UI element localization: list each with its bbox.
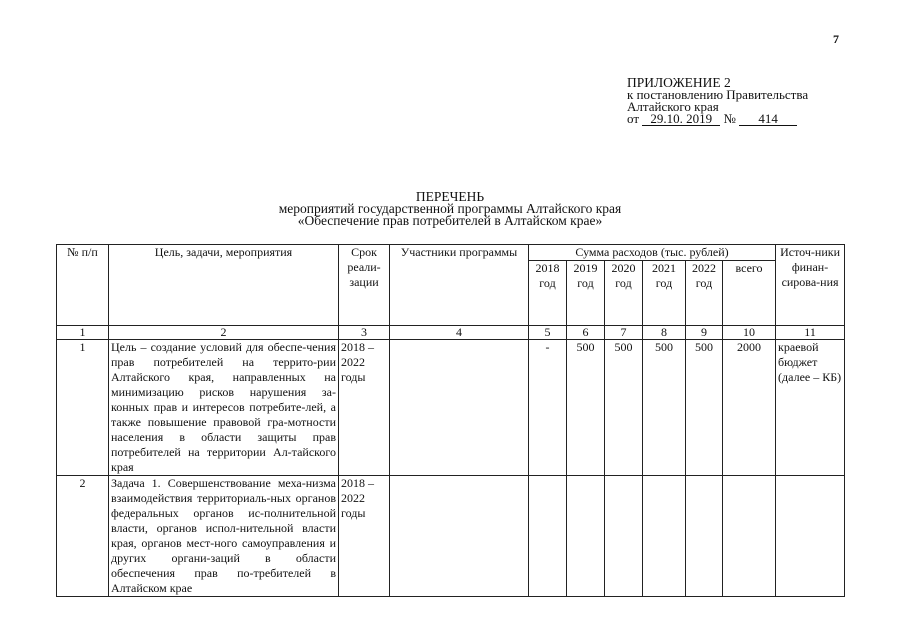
- header-term: Срок реали-зации: [339, 245, 390, 326]
- header-num: № п/п: [57, 245, 109, 326]
- table-row: [57, 340, 845, 476]
- row-2022: [686, 476, 723, 597]
- row-num: 1: [57, 340, 109, 476]
- appendix-date-line: [627, 113, 808, 126]
- row-source: краевой бюджет (далее – КБ): [776, 340, 845, 476]
- decree-date: 29.10. 2019: [642, 113, 720, 126]
- appendix-block: [627, 77, 808, 126]
- header-2018: 2018 год: [529, 261, 567, 326]
- column-number: 9: [686, 326, 723, 340]
- row-2021: 500: [643, 340, 686, 476]
- row-goal: Задача 1. Совершенствование меха-низма взаимодействия территориаль-ных органов федеральных органов ис-полнительной власти, органов испол-нительной власти края, органов мест-ного самоуправления и других органи-заций в области обеспечения прав по-требителей в Алтайском крае: [109, 476, 339, 597]
- header-participants: Участники программы: [390, 245, 529, 326]
- column-number: 7: [605, 326, 643, 340]
- column-number: 8: [643, 326, 686, 340]
- column-number: 4: [390, 326, 529, 340]
- row-2019: 500: [567, 340, 605, 476]
- heading-subtitle: мероприятий государственной программы Алтайского края: [278, 201, 622, 216]
- header-2022: 2022 год: [686, 261, 723, 326]
- column-numbers-row: [57, 326, 845, 340]
- row-source: [776, 476, 845, 597]
- row-2021: [643, 476, 686, 597]
- column-number: 1: [57, 326, 109, 340]
- measures-table: [56, 244, 845, 597]
- column-number: 10: [723, 326, 776, 340]
- column-number: 11: [776, 326, 845, 340]
- header-goal: Цель, задачи, мероприятия: [109, 245, 339, 326]
- row-num: 2: [57, 476, 109, 597]
- decree-number: 414: [739, 113, 797, 126]
- row-2018: [529, 476, 567, 597]
- document-heading: [200, 191, 700, 227]
- page-number: 7: [833, 32, 839, 46]
- column-number: 5: [529, 326, 567, 340]
- row-2019: [567, 476, 605, 597]
- appendix-line-2: к постановлению Правительства: [627, 87, 809, 102]
- header-2021: 2021 год: [643, 261, 686, 326]
- row-total: [723, 476, 776, 597]
- from-label: от: [627, 111, 640, 126]
- column-number: 2: [109, 326, 339, 340]
- row-total: 2000: [723, 340, 776, 476]
- row-2020: 500: [605, 340, 643, 476]
- header-source: Источ-ники финан-сирова-ния: [776, 245, 845, 326]
- row-term: 2018 – 2022 годы: [339, 476, 390, 597]
- header-2020: 2020 год: [605, 261, 643, 326]
- row-participants: [390, 340, 529, 476]
- table-row: [57, 476, 845, 597]
- row-term: 2018 – 2022 годы: [339, 340, 390, 476]
- appendix-title: ПРИЛОЖЕНИЕ 2: [627, 75, 731, 90]
- row-goal: Цель – создание условий для обеспе-чения прав потребителей на террито-рии Алтайского края, направленных на минимизацию рисков нарушения за-конных прав и интересов потребите-лей, а также повышение правовой гра-мотности населения в области защиты прав потребителей на территории Ал-тайского края: [109, 340, 339, 476]
- header-sum: Сумма расходов (тыс. рублей): [529, 245, 776, 261]
- header-row-1: [57, 245, 845, 261]
- column-number: 6: [567, 326, 605, 340]
- row-participants: [390, 476, 529, 597]
- row-2020: [605, 476, 643, 597]
- column-number: 3: [339, 326, 390, 340]
- header-total: всего: [723, 261, 776, 326]
- number-label: №: [723, 111, 736, 126]
- heading-title: ПЕРЕЧЕНЬ: [415, 189, 485, 204]
- row-2022: 500: [686, 340, 723, 476]
- appendix-line-3: Алтайского края: [627, 99, 719, 114]
- heading-program: «Обеспечение прав потребителей в Алтайском крае»: [297, 213, 603, 228]
- row-2018: -: [529, 340, 567, 476]
- header-2019: 2019 год: [567, 261, 605, 326]
